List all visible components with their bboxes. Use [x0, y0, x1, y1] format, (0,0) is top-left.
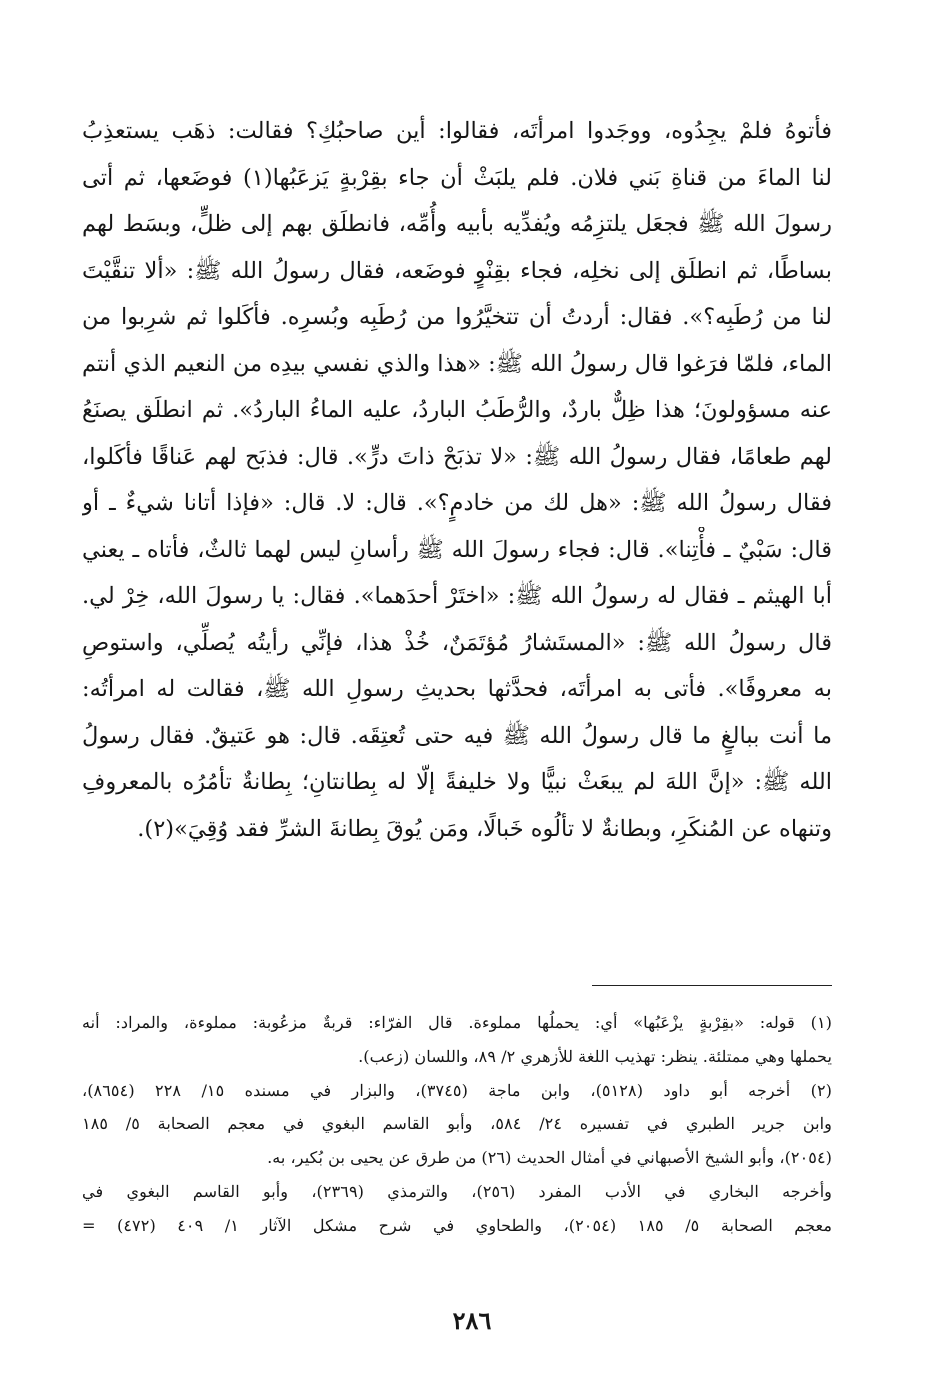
- main-text-line: وتنهاه عن المُنكَرِ، وبطانةٌ لا تألُوه خَبالًا، ومَن يُوقَ بِطانةَ الشرِّ فقد وُقِيَ»(٢).: [137, 815, 832, 842]
- main-text-line: الله ﷺ: «إنَّ اللهَ لم يبعَثْ نبيًّا ولا خليفةً إلّا له بِطانتانِ؛ بِطانةٌ تأمُرُه بالمعروفِ: [82, 769, 832, 795]
- main-text-line: فقال رسولُ الله ﷺ: «هل لك من خادمٍ؟». قال: لا. قال: «فإذا أتانا شيءٌ ـ أو: [82, 490, 832, 516]
- footnotes-block: [82, 1006, 832, 1243]
- footnote-separator: [592, 985, 832, 986]
- main-text-line: ما أنت ببالغٍ ما قال رسولُ الله ﷺ فيه حتى تُعتِقَه. قال: هو عَتيقٌ. فقال رسولُ: [82, 722, 832, 749]
- main-text-line: قال: سَبْيٌ ـ فأْتِنا». قال: فجاء رسولَ الله ﷺ رأسانِ ليس لهما ثالثٌ، فأتاه ـ يعني: [82, 536, 832, 563]
- main-text-line: به معروفًا». فأتى به امرأتَه، فحدَّثها بحديثِ رسولِ الله ﷺ، فقالت له امرأتُه:: [82, 676, 832, 702]
- main-text-line: رسولَ الله ﷺ فجعَل يلتزِمُه ويُفدِّيه بأبيه وأُمِّه، فانطلَق بهم إلى ظلٍّ، وبسَط لهم: [82, 211, 832, 237]
- main-text-line: لنا الماءَ من قناةِ بَني فلان. فلم يلبَثْ أن جاء بقِرْبةٍ يَزعَبُها(١) فوضَعها، ثم أتى: [82, 164, 832, 191]
- footnote-line: معجم الصحابة ٥/ ١٨٥ (٢٠٥٤)، والطحاوي في شرح مشكل الآثار ١/ ٤٠٩ (٤٧٢) =: [82, 1215, 832, 1235]
- main-text-line: الماء، فلمّا فرَغوا قال رسولُ الله ﷺ: «هذا والذي نفسي بيدِه من النعيم الذي أنتم: [82, 350, 832, 377]
- footnote-line: وأخرجه البخاري في الأدب المفرد (٢٥٦)، والترمذي (٢٣٦٩)، وأبو القاسم البغوي في: [82, 1181, 832, 1201]
- main-text-line: قال رسولُ الله ﷺ: «المستَشارُ مُؤتَمَنٌ، خُذْ هذا، فإنِّي رأيتُه يُصلِّي، واستوصِ: [82, 629, 832, 656]
- main-text-line: بساطًا، ثم انطلَق إلى نخلِه، فجاء بقِنْوٍ فوضَعه، فقال رسولُ الله ﷺ: «ألا تنقَّيْتَ: [82, 257, 832, 284]
- footnote-line: (٢٠٥٤)، وأبو الشيخ الأصبهاني في أمثال الحديث (٢٦) من طرق عن يحيى بن بُكير، به.: [267, 1148, 832, 1168]
- page-number: ٢٨٦: [452, 1306, 492, 1335]
- footnote-line: وابن جرير الطبري في تفسيره ٢٤/ ٥٨٤، وأبو القاسم البغوي في معجم الصحابة ٥/ ١٨٥: [82, 1114, 832, 1134]
- main-text-line: لهم طعامًا، فقال رسولُ الله ﷺ: «لا تذبَحْ ذاتَ درٍّ». قال: فذبَح لهم عَناقًا فأكَلوا،: [82, 443, 832, 470]
- main-text-line: لنا من رُطَبِه؟». فقال: أردتُ أن تتخيَّرُوا من رُطَبِه وبُسرِه. فأكَلوا ثم شرِبوا من: [82, 304, 832, 330]
- main-text-line: عنه مسؤولونَ؛ هذا ظِلٌّ باردٌ، والرُّطَبُ الباردُ، عليه الماءُ الباردُ». ثم انطلَق يصنَعُ: [82, 397, 832, 423]
- footnote-line: (٢) أخرجه أبو داود (٥١٢٨)، وابن ماجة (٣٧٤٥)، والبزار في مسنده ١٥/ ٢٢٨ (٨٦٥٤)،: [82, 1080, 832, 1100]
- main-text-block: [82, 108, 832, 852]
- footnote-line: (١) قوله: «بقِرْبةٍ يزْعَبُها» أي: يحملُها مملوءة. قال الفرّاء: قربةٌ مزعُوبة: مملوءة، والمراد: أنه: [82, 1013, 832, 1032]
- main-text-line: فأتوهُ فلمْ يجِدُوه، ووجَدوا امرأتَه، فقالوا: أين صاحبُكِ؟ فقالت: ذهَب يستعذِبُ: [82, 118, 832, 144]
- main-text-line: أبا الهيثم ـ فقال له رسولُ الله ﷺ: «اختَرْ أحدَهما». فقال: يا رسولَ الله، خِرْ لي.: [82, 583, 832, 609]
- footnote-line: يحملها وهي ممتلئة. ينظر: تهذيب اللغة للأزهري ٢/ ٨٩، واللسان (زعب).: [358, 1046, 832, 1066]
